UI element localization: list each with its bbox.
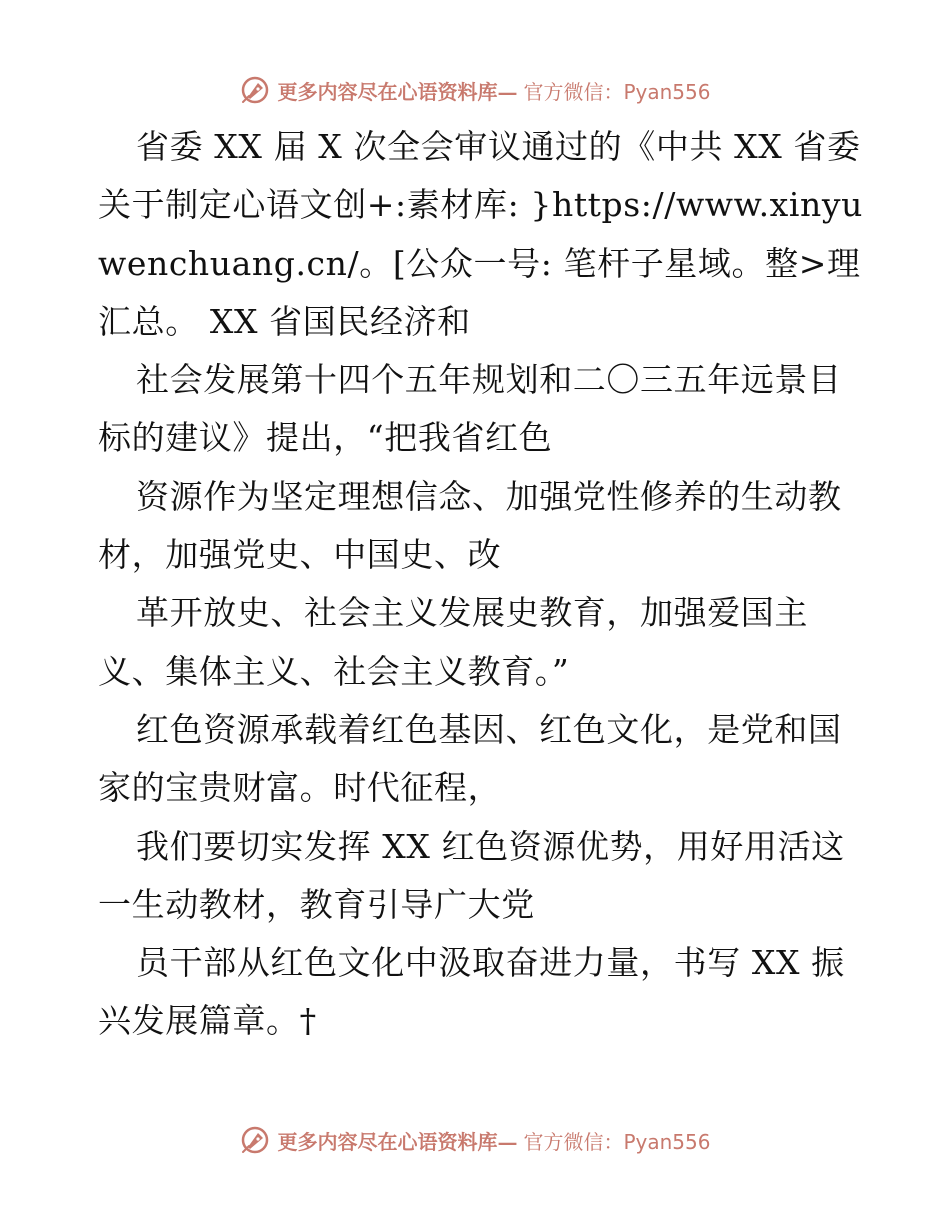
text-line: 革开放史、社会主义发展史教育，加强爱国主 <box>136 593 808 633</box>
header-slogan: 更多内容尽在心语资料库— <box>277 79 518 104</box>
text-line: 省委 XX 届 X 次全会审议通过的《中共 XX 省委 <box>136 127 861 166</box>
document-body <box>98 118 863 1051</box>
text-line: 社会发展第十四个五年规划和二〇三五年远景目 <box>136 360 842 400</box>
header-banner <box>0 70 950 110</box>
pen-nib-circle-icon <box>239 1124 271 1156</box>
text-line: 义、集体主义、社会主义教育。” <box>98 651 570 691</box>
text-line: 材，加强党史、中国史、改 <box>98 535 502 575</box>
text-line: 一生动教材，教育引导广大党 <box>98 884 535 924</box>
footer-wechat: 官方微信：Pyan556 <box>523 1129 711 1154</box>
text-line: wenchuang.cn/。[公众一号: 笔杆子星域。整>理 <box>98 243 861 283</box>
text-line: 关于制定心语文创+:素材库: }https://www.xinyu <box>98 185 863 225</box>
header-wechat: 官方微信：Pyan556 <box>523 79 711 104</box>
text-line: 我们要切实发挥 XX 红色资源优势，用好用活这 <box>136 826 845 866</box>
text-line: 标的建议》提出，“把我省红色 <box>98 418 553 458</box>
text-line: 员干部从红色文化中汲取奋进力量，书写 XX 振 <box>136 943 845 983</box>
footer-slogan: 更多内容尽在心语资料库— <box>277 1129 518 1154</box>
text-line: 资源作为坚定理想信念、加强党性修养的生动教 <box>136 476 842 516</box>
pen-nib-circle-icon <box>239 74 271 106</box>
text-line: 兴发展篇章。† <box>98 1001 317 1041</box>
text-line: 汇总。 XX 省国民经济和 <box>98 301 471 341</box>
text-line: 家的宝贵财富。时代征程， <box>98 768 502 808</box>
text-line: 红色资源承载着红色基因、红色文化，是党和国 <box>136 709 842 749</box>
footer-banner <box>0 1120 950 1160</box>
